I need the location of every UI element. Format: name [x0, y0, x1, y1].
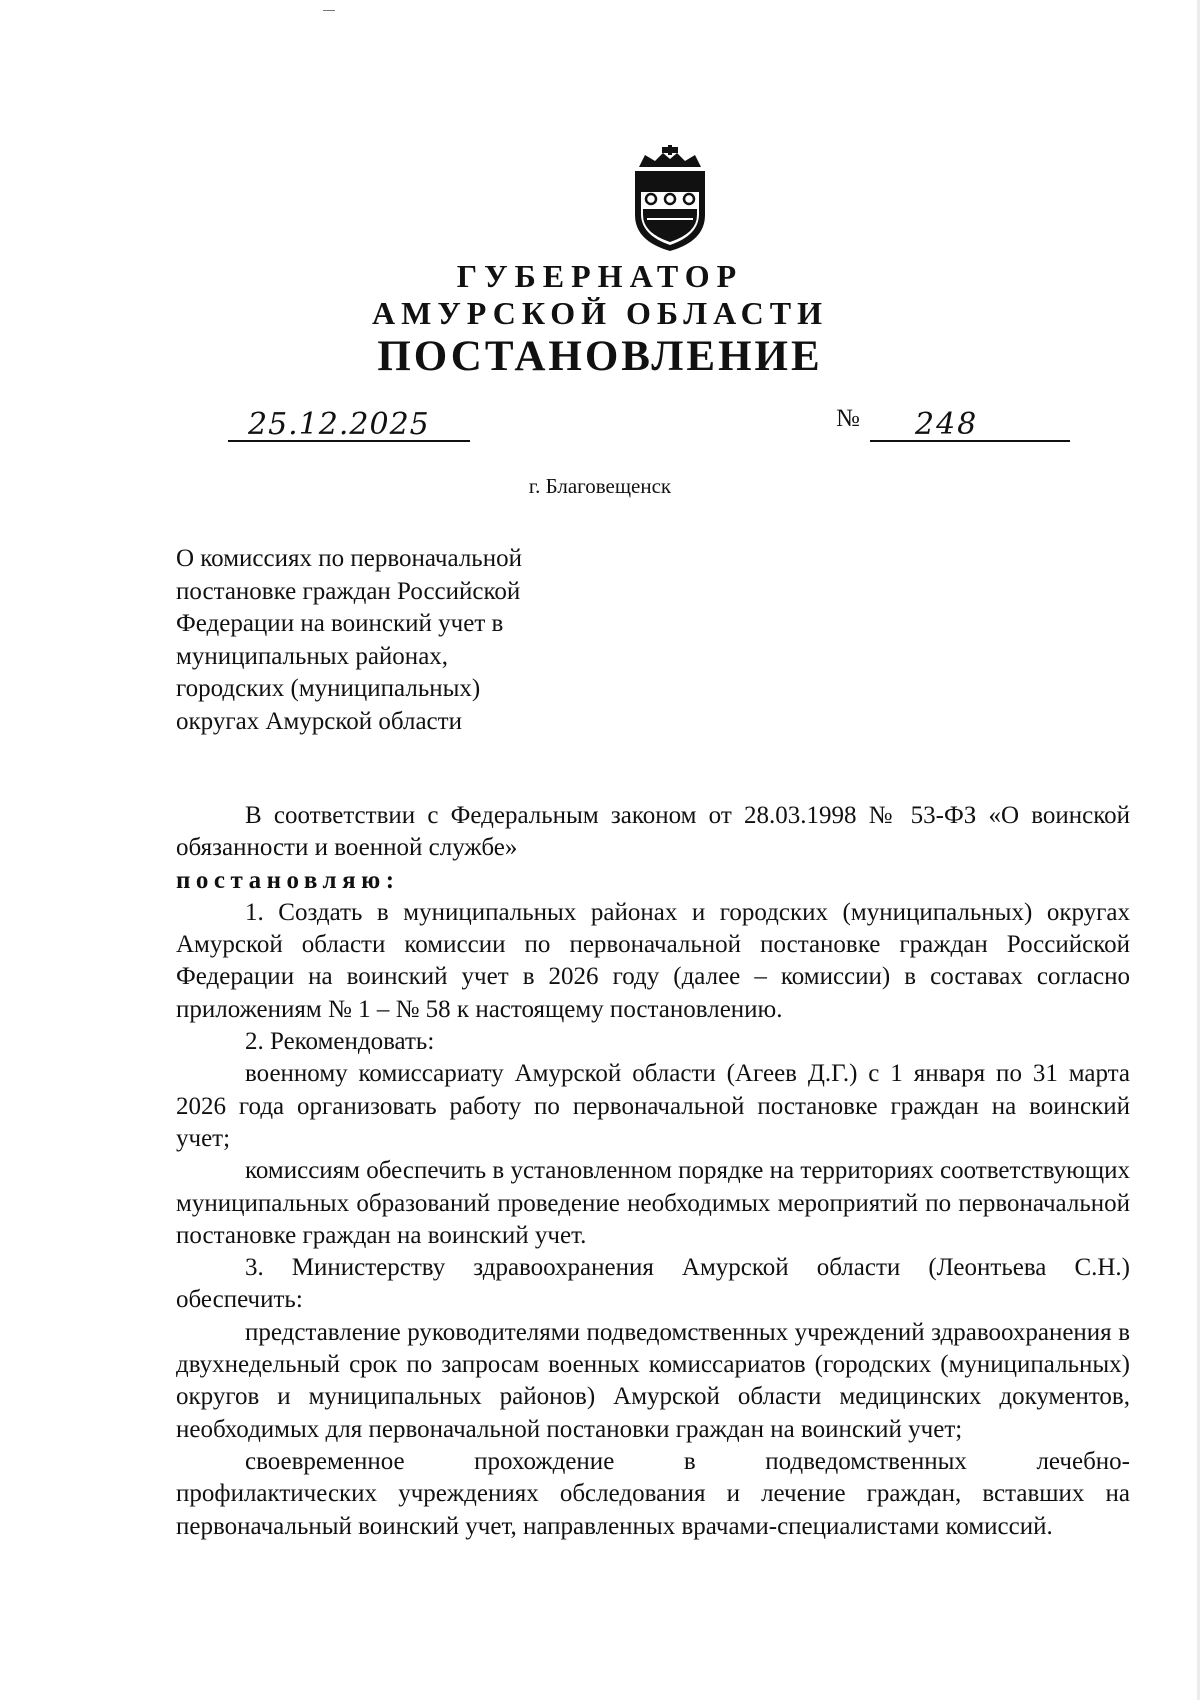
preamble-paragraph: В соответствии с Федеральным законом от 28.03.1998 № 53-ФЗ «О воинской обязанности и военной службе» [176, 802, 1130, 862]
number-value: 248 [915, 407, 979, 442]
title-line: О комиссиях по первоначальной [176, 545, 522, 572]
item-3b-paragraph: профилактических учреждениях обследования и лечение граждан, вставших на первоначальный воинский учет, направленных врачами-специалистами комиссий. [176, 1480, 1130, 1540]
title-line: постановке граждан Российской [176, 577, 521, 605]
header-governor: ГУБЕРНАТОР [456, 258, 744, 294]
resolve-word: постановляю: [176, 866, 400, 894]
title-line: муниципальных районах, [176, 642, 449, 670]
header-region: АМУРСКОЙ ОБЛАСТИ [372, 295, 828, 331]
scan-mark [323, 10, 335, 11]
title-line: Федерации на воинский учет в [176, 610, 504, 637]
date-value: 25.12.2025 [248, 407, 430, 442]
item-2-paragraph: 2. Рекомендовать: [245, 1028, 435, 1056]
document-title [176, 543, 626, 738]
title-line: округах Амурской области [176, 707, 462, 735]
item-3a-paragraph: представление руководителями подведомственных учреждений здравоохранения в двухнедельный срок по запросам военных комиссариатов (городских (муниципальных) округов и муниципальных районов) Амурской области медицинских документов, необходимых для первоначальной постановки граждан на воинский учет; [176, 1318, 1130, 1443]
document-type-title: ПОСТАНОВЛЕНИЕ [377, 333, 823, 380]
item-2a-paragraph: военному комиссариату Амурской области (Агеев Д.Г.) с 1 января по 31 марта 2026 года организовать работу по первоначальной постановке граждан на воинский учет; [176, 1060, 1130, 1152]
item-2b-paragraph: комиссиям обеспечить в установленном порядке на территориях соответствующих муниципальных образований проведение необходимых мероприятий по первоначальной постановке граждан на воинский учет. [176, 1157, 1130, 1249]
city-line: г. Благовещенск [528, 474, 672, 498]
number-sign: № [836, 405, 860, 432]
item-1-paragraph: 1. Создать в муниципальных районах и городских (муниципальных) округах Амурской области комиссии по первоначальной постановке граждан Российской Федерации на воинский учет в 2026 году (далее – комиссии) в составах согласно приложениям № 1 – № 58 к настоящему постановлению. [176, 898, 1130, 1023]
title-line: городских (муниципальных) [176, 675, 481, 702]
item-3-paragraph: 3. Министерству здравоохранения Амурской области (Леонтьева С.Н.) обеспечить: [176, 1254, 1130, 1314]
document-body [176, 800, 1130, 1543]
number-field [870, 404, 1070, 442]
item-3b-first-line: своевременное прохождение в подведомственных лечебно- [245, 1447, 1130, 1475]
coat-of-arms-icon [625, 145, 715, 253]
date-field [228, 404, 470, 442]
